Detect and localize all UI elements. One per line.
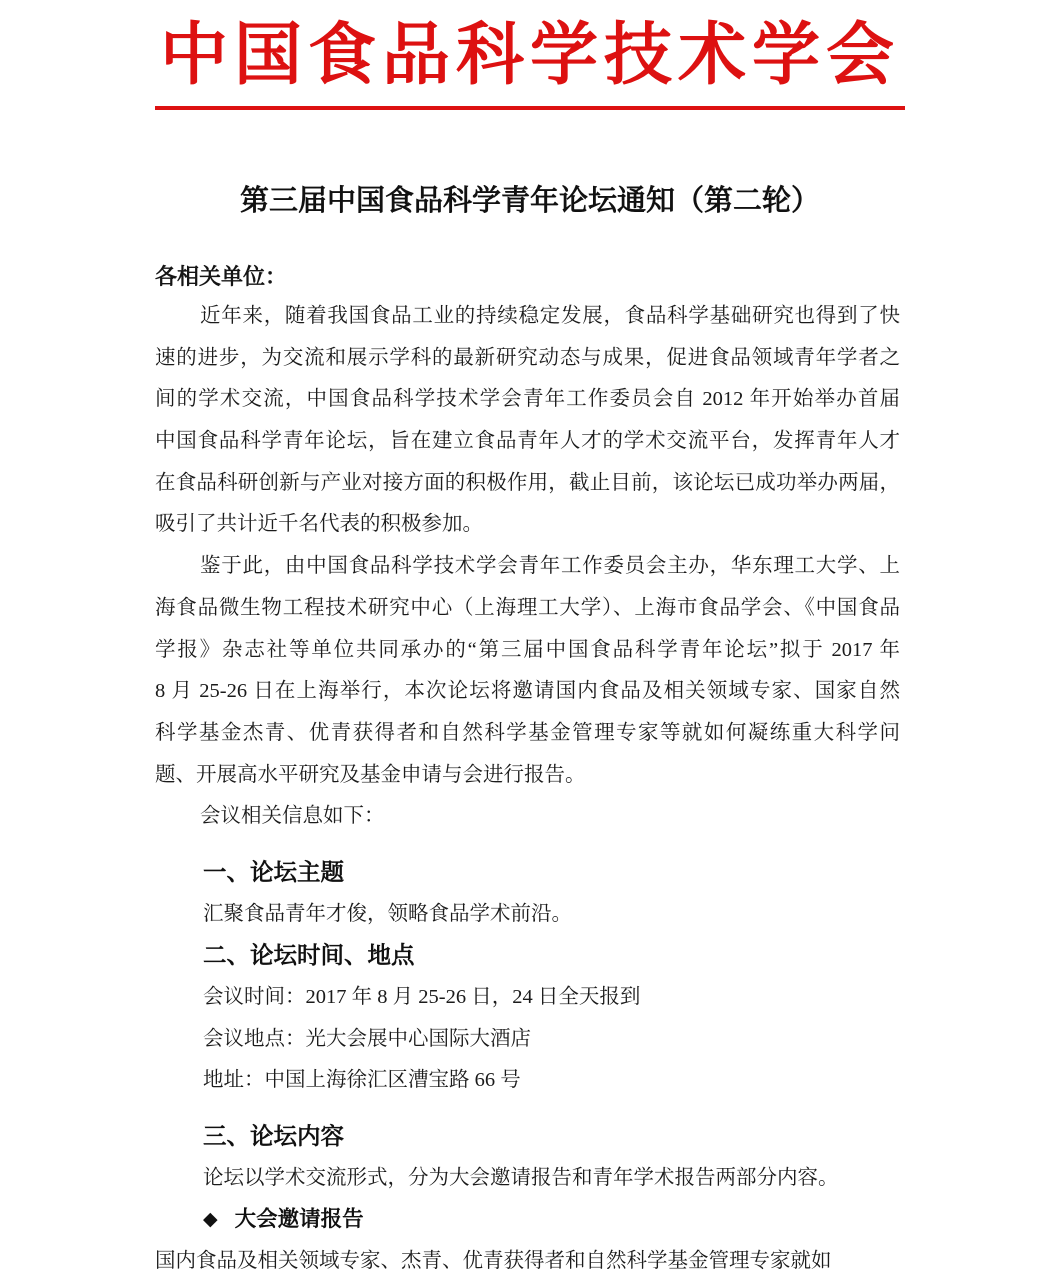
body-line: 在食品科研创新与产业对接方面的积极作用，截止目前，该论坛已成功举办两届， [155, 471, 900, 494]
info-intro-line: 会议相关信息如下： [200, 805, 385, 828]
body-line: 学报》杂志社等单位共同承办的“第三届中国食品科学青年论坛”拟于 2017 年 [155, 638, 900, 661]
body-line: 题、开展高水平研究及基金申请与会进行报告。 [155, 763, 586, 786]
meeting-place-line: 会议地点：光大会展中心国际大酒店 [203, 1027, 531, 1050]
bullet-row [155, 1199, 900, 1241]
diamond-bullet-icon: ◆ [203, 1209, 218, 1231]
letterhead [0, 0, 1060, 110]
section-forum-content [155, 1116, 900, 1280]
address-line: 地址：中国上海徐汇区漕宝路 66 号 [203, 1069, 521, 1092]
section-forum-theme [155, 852, 900, 935]
body-line: 速的进步，为交流和展示学科的最新研究动态与成果，促进食品领域青年学者之 [155, 346, 900, 369]
section-heading-3: 三、论坛内容 [203, 1123, 344, 1150]
salutation: 各相关单位： [155, 264, 288, 289]
body-line: 吸引了共计近千名代表的积极参加。 [155, 513, 483, 536]
section-time-place [155, 935, 900, 1102]
org-name-title: 中国食品科学技术学会 [159, 17, 900, 93]
document-body [155, 296, 900, 1280]
section-line: 论坛以学术交流形式，分为大会邀请报告和青年学术报告两部分内容。 [203, 1166, 839, 1189]
body-line: 中国食品科学青年论坛，旨在建立食品青年人才的学术交流平台，发挥青年人才 [155, 430, 900, 453]
section-line: 汇聚食品青年才俊，领略食品学术前沿。 [203, 902, 572, 925]
body-line: 海食品微生物工程技术研究中心（上海理工大学）、上海市食品学会、《中国食品 [155, 596, 900, 619]
document-title: 第三届中国食品科学青年论坛通知（第二轮） [239, 185, 820, 217]
body-line: 近年来，随着我国食品工业的持续稳定发展，食品科学基础研究也得到了快 [200, 305, 900, 327]
bullet-label: 大会邀请报告 [234, 1207, 364, 1232]
paragraph-2 [155, 546, 900, 796]
body-line: 鉴于此，由中国食品科学技术学会青年工作委员会主办，华东理工大学、上 [200, 555, 900, 578]
body-line: 8 月 25-26 日在上海举行，本次论坛将邀请国内食品及相关领域专家、国家自然 [155, 680, 900, 703]
section-heading-2: 二、论坛时间、地点 [203, 942, 415, 969]
paragraph-1 [155, 296, 900, 546]
letterhead-rule [155, 106, 905, 110]
body-line: 科学基金杰青、优青获得者和自然科学基金管理专家等就如何凝练重大科学问 [155, 721, 900, 744]
body-line: 国内食品及相关领域专家、杰青、优青获得者和自然科学基金管理专家就如 [155, 1250, 832, 1273]
body-line: 间的学术交流，中国食品科学技术学会青年工作委员会自 2012 年开始举办首届 [155, 388, 900, 411]
section-heading-1: 一、论坛主题 [203, 858, 344, 885]
meeting-time-line: 会议时间：2017 年 8 月 25-26 日，24 日全天报到 [203, 986, 641, 1008]
